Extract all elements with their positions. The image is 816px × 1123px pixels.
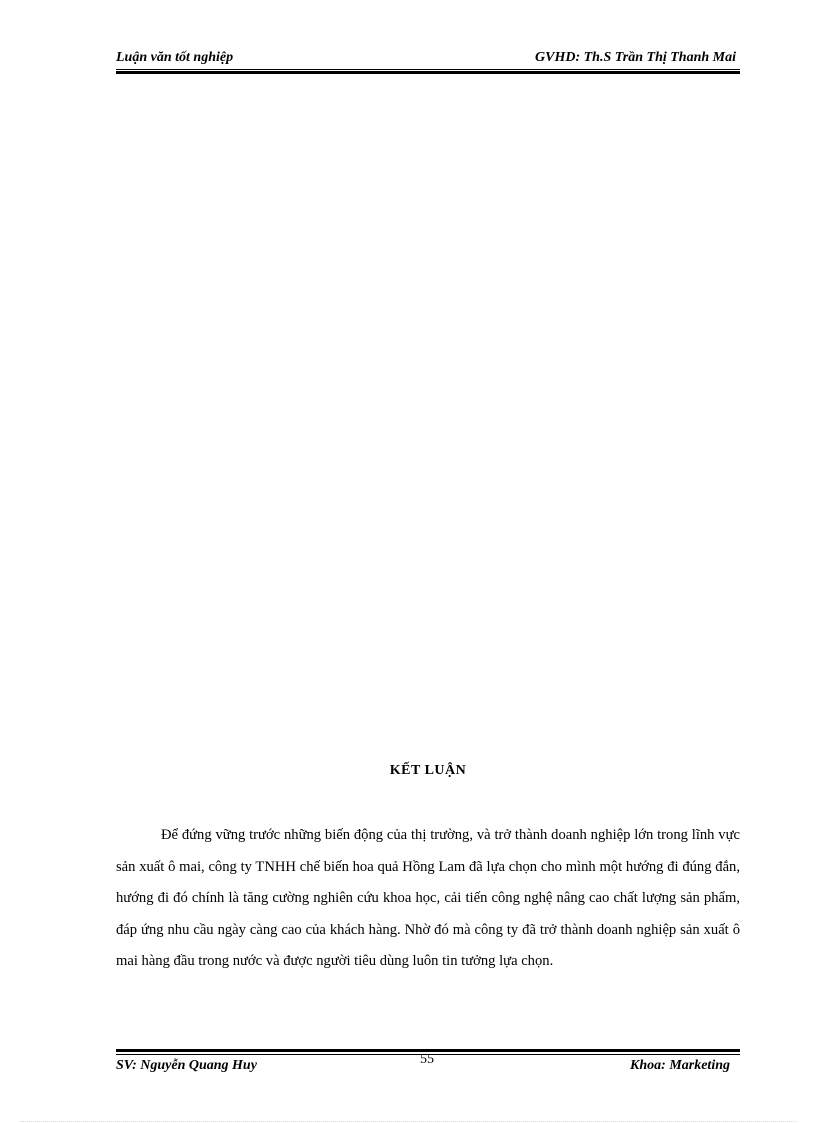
header-thesis-label: Luận văn tốt nghiệp — [116, 50, 234, 65]
conclusion-body — [116, 820, 740, 978]
page-bottom-edge — [20, 1121, 796, 1122]
section-title: KẾT LUẬN — [389, 763, 467, 778]
conclusion-paragraph: Để đứng vững trước những biến động của thị trường, và trở thành doanh nghiệp lớn trong lĩnh vực sản xuất ô mai, công ty TNHH chế biến hoa quả Hồng Lam đã lựa chọn cho mình một hướng đi đúng đắn, hướng đi đó chính là tăng cường nghiên cứu khoa học, cải tiến công nghệ nâng cao chất lượng sản phẩm, đáp ứng nhu cầu ngày càng cao của khách hàng. Nhờ đó mà công ty đã trở thành doanh nghiệp sản xuất ô mai hàng đầu trong nước và được người tiêu dùng luôn tin tưởng lựa chọn. — [116, 827, 740, 969]
footer-faculty-label: Khoa: Marketing — [630, 1058, 730, 1073]
footer-student-label: SV: Nguyễn Quang Huy — [116, 1058, 257, 1073]
page-footer — [116, 1058, 740, 1078]
page-header — [116, 48, 740, 68]
header-divider-thick — [116, 71, 740, 74]
page-number: 55 — [420, 1052, 434, 1067]
header-divider-thin — [116, 69, 740, 70]
header-advisor-label: GVHD: Th.S Trần Thị Thanh Mai — [535, 50, 736, 65]
